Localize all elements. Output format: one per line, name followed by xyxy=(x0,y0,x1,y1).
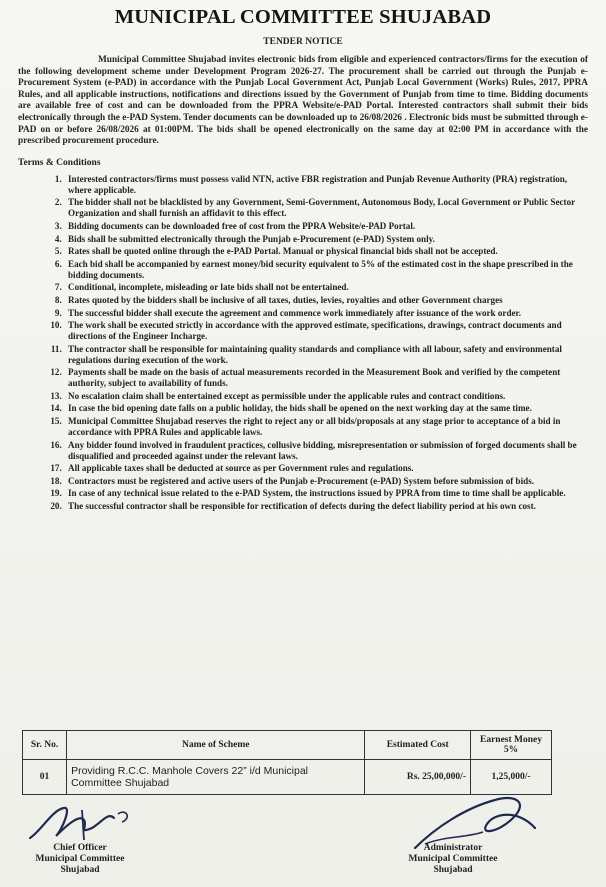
term-item: 3. Bidding documents can be downloaded free of cost from the PPRA Website/e-PAD Portal. xyxy=(64,221,588,232)
administrator-org: Municipal Committee xyxy=(408,854,498,864)
term-item: 4. Bids shall be submitted electronically through the Punjab e-Procurement (e-PAD) System only. xyxy=(64,234,588,245)
row-scheme-name: Providing R.C.C. Manhole Covers 22” i/d Municipal Committee Shujabad xyxy=(67,760,365,795)
term-item: 12. Payments shall be made on the basis of actual measurements recorded in the Measurement Book and verified by the competent authority, subject to availability of funds. xyxy=(64,367,588,389)
document-title: MUNICIPAL COMMITTEE SHUJABAD xyxy=(114,6,492,28)
header-sr-no: Sr. No. xyxy=(23,731,67,760)
header-scheme-name: Name of Scheme xyxy=(67,731,365,760)
term-item: 13. No escalation claim shall be entertained except as permissible under the applicable rules and contract conditions. xyxy=(64,391,588,402)
administrator-city: Shujabad xyxy=(433,865,473,875)
term-item: 15. Municipal Committee Shujabad reserves the right to reject any or all bids/proposals at any stage prior to acceptance of a bid in accordance with PPRA Rules and applicable laws. xyxy=(64,416,588,438)
table-header-row xyxy=(23,731,552,760)
chief-officer-city: Shujabad xyxy=(60,865,100,875)
chief-officer-title: Chief Officer xyxy=(53,843,107,853)
term-item: 8. Rates quoted by the bidders shall be inclusive of all taxes, duties, levies, royalties and other Government charges xyxy=(64,295,588,306)
term-item: 10. The work shall be executed strictly in accordance with the approved estimate, specifications, drawings, contract documents and directions of the Engineer Incharge. xyxy=(64,320,588,342)
administrator-title: Administrator xyxy=(423,843,483,853)
term-item: 14. In case the bid opening date falls on a public holiday, the bids shall be opened on the next working day at the same time. xyxy=(64,403,588,414)
term-item: 11. The contractor shall be responsible for maintaining quality standards and compliance with all labour, safety and environmental regulations during execution of the work. xyxy=(64,344,588,366)
term-item: 2. The bidder shall not be blacklisted by any Government, Semi-Government, Autonomous Body, Local Government or Public Sector Organization and shall furnish an affidavit to this effect. xyxy=(64,197,588,219)
term-item: 5. Rates shall be quoted online through the e-PAD Portal. Manual or physical financial bids shall not be accepted. xyxy=(64,246,588,257)
row-earnest-money: 1,25,000/- xyxy=(471,760,552,795)
term-item: 20. The successful contractor shall be responsible for rectification of defects during the defect liability period at his own cost. xyxy=(64,501,588,512)
term-item: 7. Conditional, incomplete, misleading or late bids shall not be entertained. xyxy=(64,282,588,293)
chief-officer-org: Municipal Committee xyxy=(35,854,125,864)
term-item: 16. Any bidder found involved in fraudulent practices, collusive bidding, misrepresentation or submission of forged documents shall be disqualified and proceeded against under the relevant laws. xyxy=(64,440,588,462)
notice-heading: TENDER NOTICE xyxy=(263,37,343,47)
term-item: 19. In case of any technical issue related to the e-PAD System, the instructions issued by PPRA from time to time shall be applicable. xyxy=(64,488,588,499)
terms-list xyxy=(18,174,588,512)
chief-officer-block xyxy=(20,843,140,876)
term-item: 9. The successful bidder shall execute the agreement and commence work immediately after issuance of the work order. xyxy=(64,308,588,319)
terms-heading: Terms & Conditions xyxy=(18,157,101,168)
intro-paragraph: Municipal Committee Shujabad invites electronic bids from eligible and experienced contractors/firms for the execution of the following development scheme under Development Program 2026-27. The procurement shall be carried out through the Punjab e-Procurement System (e-PAD) in accordance with the Punjab Local Government Act, Punjab Local Government (Works) Rules, 2017, PPRA Rules, and all applicable instructions, notifications and directions issued by the Government of Punjab from time to time. Bidding documents are available free of cost and can be downloaded from the PPRA Website/e-PAD Portal. Interested contractors shall submit their bids electronically through the e-PAD System. Tender documents can be downloaded up to 26/08/2026 . Electronic bids must be submitted through e-PAD on or before 26/08/2026 at 01:00PM. The bids shall be opened electronically on the same day at 02:00 PM in accordance with the prescribed procurement procedure. xyxy=(18,55,588,147)
term-item: 6. Each bid shall be accompanied by earnest money/bid security equivalent to 5% of the estimated cost in the shape prescribed in the bidding documents. xyxy=(64,259,588,281)
term-item: 17. All applicable taxes shall be deducted at source as per Government rules and regulations. xyxy=(64,463,588,474)
row-estimated-cost: Rs. 25,00,000/- xyxy=(365,760,471,795)
term-item: 1. Interested contractors/firms must possess valid NTN, active FBR registration and Punjab Revenue Authority (PRA) registration, where applicable. xyxy=(64,174,588,196)
header-estimated-cost: Estimated Cost xyxy=(365,731,471,760)
header-earnest-money: Earnest Money 5% xyxy=(471,731,552,760)
term-item: 18. Contractors must be registered and active users of the Punjab e-Procurement (e-PAD) System before submission of bids. xyxy=(64,476,588,487)
row-sr-no: 01 xyxy=(23,760,67,795)
administrator-block xyxy=(388,843,518,876)
scheme-table xyxy=(22,730,552,795)
